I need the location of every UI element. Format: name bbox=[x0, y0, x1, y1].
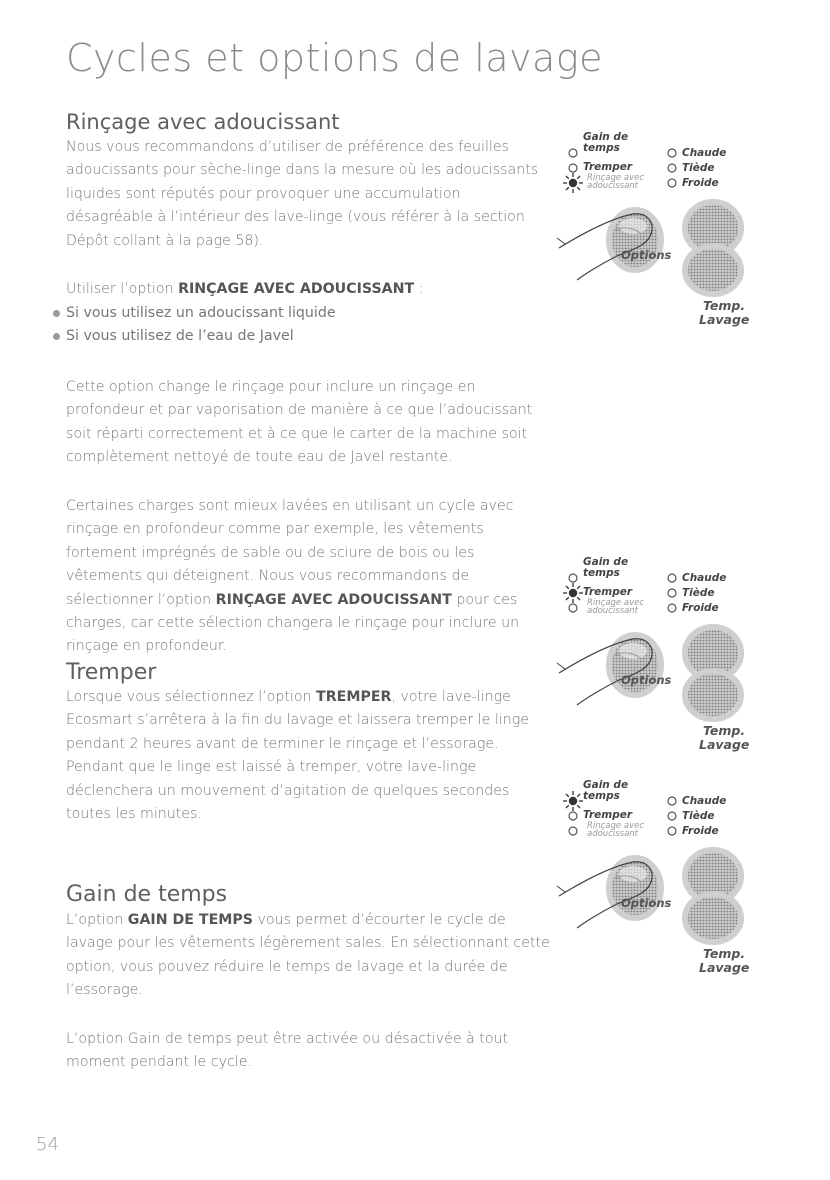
rincage-label-line1: Rinçage avec bbox=[587, 173, 645, 183]
gain-de-temps-label-line1: Gain de bbox=[583, 131, 629, 143]
options-button-label: Options bbox=[621, 673, 672, 687]
temp-label-line1: Temp. bbox=[703, 946, 746, 961]
rincage-label-line1: Rinçage avec bbox=[587, 821, 645, 831]
tremper-label: Tremper bbox=[583, 161, 633, 173]
gain-text-b: vous permet d’écourter le cycle de lavage pour les vêtements légèrement sales. En sélectionnant cette option, vous pouvez réduire le temps de lavage et la durée de l’essorage. bbox=[66, 912, 550, 999]
page-number: 54 bbox=[36, 1134, 59, 1155]
tremper-option: TREMPER bbox=[316, 689, 392, 705]
temp-label-line2: Lavage bbox=[699, 737, 750, 752]
tiede-label: Tiède bbox=[682, 587, 715, 599]
options-button-label: Options bbox=[621, 896, 672, 910]
list-item-text: Si vous utilisez un adoucissant liquide bbox=[66, 305, 336, 321]
gain-de-temps-label-line2: temps bbox=[583, 567, 620, 579]
gain-de-temps-lit-icon bbox=[563, 791, 583, 811]
rincage-label-line2: adoucissant bbox=[587, 181, 639, 191]
control-panel-illustration-3 bbox=[555, 778, 785, 988]
gain-paragraph-2: L’option Gain de temps peut être activée ou désactivée à tout moment pendant le cycle. bbox=[66, 1031, 509, 1071]
temp-button-lower-icon bbox=[685, 894, 741, 942]
rincage-indicator-icon bbox=[569, 827, 577, 835]
froide-label: Froide bbox=[682, 177, 719, 189]
gain-de-temps-label-line1: Gain de bbox=[583, 779, 629, 791]
rincage-use-intro: Utiliser l’option bbox=[66, 281, 179, 297]
temp-button-lower-icon bbox=[685, 671, 741, 719]
rincage-indicator-icon bbox=[569, 604, 577, 612]
rincage-para3-option: RINÇAGE AVEC ADOUCISSANT bbox=[215, 591, 452, 608]
froide-indicator-icon bbox=[668, 179, 676, 187]
control-panel-illustration-2 bbox=[555, 555, 785, 765]
page-title: Cycles et options de lavage bbox=[66, 36, 604, 80]
gain-paragraph-1 bbox=[66, 909, 551, 1003]
tiede-label: Tiède bbox=[682, 810, 715, 822]
gain-de-temps-label-line2: temps bbox=[583, 142, 620, 154]
gain-option: GAIN DE TEMPS bbox=[127, 912, 254, 928]
rincage-label-line1: Rinçage avec bbox=[587, 598, 645, 608]
tremper-indicator-icon bbox=[569, 164, 577, 172]
tiede-indicator-icon bbox=[668, 164, 676, 172]
options-button-label: Options bbox=[621, 248, 672, 262]
rincage-use-option: RINÇAGE AVEC ADOUCISSANT bbox=[178, 281, 415, 297]
rincage-use-line bbox=[66, 278, 551, 301]
tremper-label: Tremper bbox=[583, 586, 633, 598]
gain-heading: Gain de temps bbox=[66, 882, 228, 907]
chaude-indicator-icon bbox=[668, 574, 676, 582]
chaude-label: Chaude bbox=[682, 147, 727, 159]
tremper-label: Tremper bbox=[583, 809, 633, 821]
rincage-para3-text-b: pour ces charges, car cette sélection changera le rinçage pour inclure un rinçage en profondeur. bbox=[66, 591, 520, 655]
gain-de-temps-indicator-icon bbox=[569, 149, 577, 157]
rincage-label-line2: adoucissant bbox=[587, 606, 639, 616]
list-item bbox=[66, 325, 551, 348]
chaude-indicator-icon bbox=[668, 797, 676, 805]
control-panel-illustration-1 bbox=[555, 130, 785, 340]
list-item bbox=[66, 302, 551, 325]
rincage-lit-icon bbox=[563, 173, 583, 193]
tiede-label: Tiède bbox=[682, 162, 715, 174]
gain-de-temps-indicator-icon bbox=[569, 574, 577, 582]
froide-indicator-icon bbox=[668, 604, 676, 612]
gain-de-temps-label-line1: Gain de bbox=[583, 556, 629, 568]
tremper-indicator-icon bbox=[569, 812, 577, 820]
list-item-text: Si vous utilisez de l’eau de Javel bbox=[66, 328, 294, 345]
temp-label-line1: Temp. bbox=[703, 723, 746, 738]
froide-indicator-icon bbox=[668, 827, 676, 835]
tremper-paragraph bbox=[66, 686, 551, 826]
rincage-bullet-list bbox=[66, 302, 551, 349]
rincage-use-end: : bbox=[414, 281, 424, 297]
tremper-text-b: , votre lave-linge Ecosmart s’arrêtera à la fin du lavage et laissera tremper le linge pendant 2 heures avant de terminer le rinçage et l’essorage. Pendant que le linge est laissé à tremper, votre lave-linge déclenchera un mouvement d’agitation de quelques secondes toutes les minutes. bbox=[66, 689, 529, 823]
rincage-label-line2: adoucissant bbox=[587, 829, 639, 839]
tremper-heading: Tremper bbox=[66, 660, 157, 685]
chaude-label: Chaude bbox=[682, 572, 727, 584]
rincage-paragraph-3 bbox=[66, 495, 551, 659]
rincage-para3-text-a: Certaines charges sont mieux lavées en utilisant un cycle avec rinçage en profondeur comme par exemple, les vêtements fortement imprégnés de sable ou de sciure de bois ou les vêtements qui déteignent. Nous vous recommandons de sélectionner l’option bbox=[66, 498, 514, 608]
temp-button-lower-icon bbox=[685, 246, 741, 294]
gain-de-temps-label-line2: temps bbox=[583, 790, 620, 802]
tremper-text-a: Lorsque vous sélectionnez l’option bbox=[66, 689, 317, 705]
chaude-label: Chaude bbox=[682, 795, 727, 807]
temp-label-line2: Lavage bbox=[699, 960, 750, 975]
bullet-icon bbox=[53, 333, 60, 340]
froide-label: Froide bbox=[682, 825, 719, 837]
rincage-paragraph-2: Cette option change le rinçage pour inclure un rinçage en profondeur et par vaporisation de manière à ce que l’adoucissant soit réparti correctement et à ce que le carter de la machine soit complètement nettoyé de toute eau de Javel restante. bbox=[66, 379, 533, 466]
temp-label-line1: Temp. bbox=[703, 298, 746, 313]
bullet-icon bbox=[53, 310, 60, 317]
tiede-indicator-icon bbox=[668, 812, 676, 820]
rincage-paragraph-1: Nous vous recommandons d’utiliser de préférence des feuilles adoucissants pour sèche-linge dans la mesure où les adoucissants liquides sont réputés pour provoquer une accumulation désagréable à l’intérieur des lave-linge (vous référer à la section Dépôt collant à la page 58). bbox=[66, 139, 539, 249]
tremper-lit-icon bbox=[563, 583, 583, 603]
froide-label: Froide bbox=[682, 602, 719, 614]
tiede-indicator-icon bbox=[668, 589, 676, 597]
rincage-heading: Rinçage avec adoucissant bbox=[66, 110, 340, 134]
temp-label-line2: Lavage bbox=[699, 312, 750, 327]
chaude-indicator-icon bbox=[668, 149, 676, 157]
gain-text-a: L’option bbox=[66, 912, 128, 928]
